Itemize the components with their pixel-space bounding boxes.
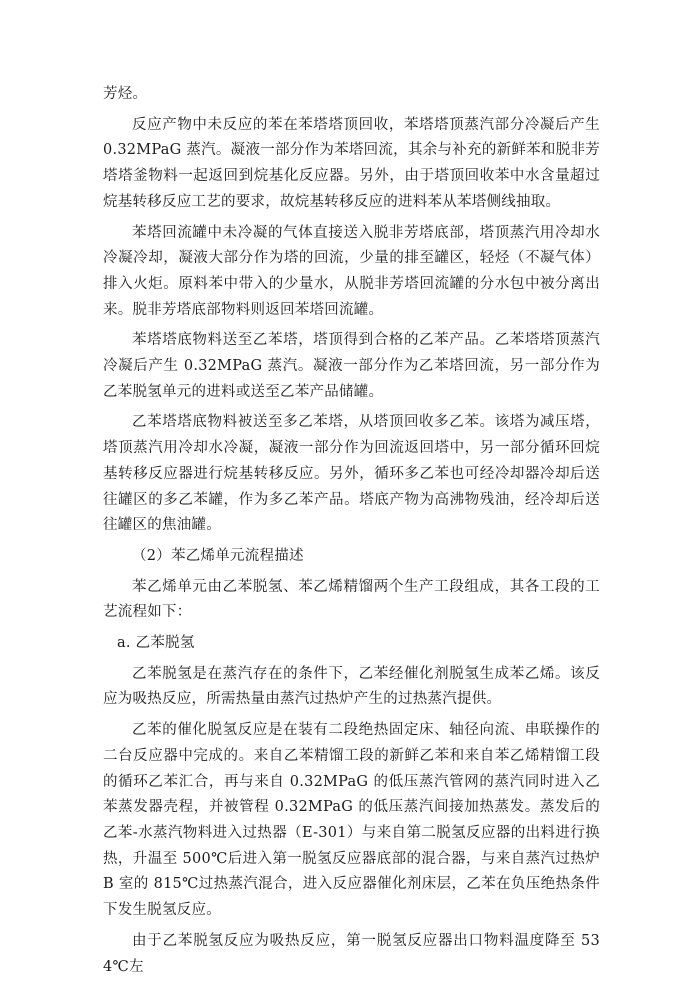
section-heading-styrene-unit: （2）苯乙烯单元流程描述 bbox=[132, 547, 304, 564]
paragraph-continuation: 芳烃。 bbox=[103, 86, 148, 102]
paragraph-reflux-drum: 苯塔回流罐中未冷凝的气体直接送入脱非芳塔底部，塔顶蒸汽用冷却水冷凝冷却，凝液大部分作为塔的回流，少量的排至罐区，轻烃（不凝气体）排入火炬。原料苯中带入的少量水，从脱非芳塔回流罐的分水包中被分离出来。脱非芳塔底部物料则返回苯塔回流罐。 bbox=[103, 224, 600, 318]
paragraph-ethylbenzene-tower: 苯塔塔底物料送至乙苯塔，塔顶得到合格的乙苯产品。乙苯塔塔顶蒸汽冷凝后产生 0.32MPaG 蒸汽。凝液一部分作为乙苯塔回流，另一部分作为乙苯脱氢单元的进料或送至乙苯产品储罐。 bbox=[103, 332, 600, 400]
subheading-dehydrogenation: a. 乙苯脱氢 bbox=[117, 635, 195, 652]
paragraph-polyethylbenzene-tower: 乙苯塔塔底物料被送至多乙苯塔，从塔顶回收多乙苯。该塔为减压塔，塔顶蒸汽用冷却水冷凝，凝液一部分作为回流返回塔中，另一部分循环回烷基转移反应器进行烷基转移反应。另外，循环多乙苯也可经冷却器冷却后送往罐区的多乙苯罐，作为多乙苯产品。塔底产物为高沸物残油，经冷却后送往罐区的焦油罐。 bbox=[103, 414, 600, 534]
paragraph-endothermic-reaction: 由于乙苯脱氢反应为吸热反应，第一脱氢反应器出口物料温度降至 534℃左 bbox=[103, 932, 600, 975]
paragraph-dehydrogenation-process: 乙苯的催化脱氢反应是在装有二段绝热固定床、轴径向流、串联操作的二台反应器中完成的。来自乙苯精馏工段的新鲜乙苯和来自苯乙烯精馏工段的循环乙苯汇合，再与来自 0.32MPaG 的低压蒸汽管网的蒸汽同时进入乙苯蒸发器壳程，并被管程 0.32MPaG 的低压蒸汽间接加热蒸发。蒸发后的乙苯-水蒸汽物料进入过热器（E-301）与来自第二脱氢反应器的出料进行换热，升温至 500℃后进入第一脱氢反应器底部的混合器，与来自蒸汽过热炉 B 室的 815℃过热蒸汽混合，进入反应器催化剂床层，乙苯在负压绝热条件下发生脱氢反应。 bbox=[103, 722, 600, 919]
paragraph-styrene-unit-intro: 苯乙烯单元由乙苯脱氢、苯乙烯精馏两个生产工段组成，其各工段的工艺流程如下： bbox=[103, 578, 600, 621]
paragraph-benzene-tower: 反应产物中未反应的苯在苯塔塔顶回收，苯塔塔顶蒸汽部分冷凝后产生0.32MPaG 蒸汽。凝液一部分作为苯塔回流，其余与补充的新鲜苯和脱非芳塔塔釜物料一起返回到烷基化反应器。另外，由于塔顶回收苯中水含量超过烷基转移反应工艺的要求，故烷基转移反应的进料苯从苯塔侧线抽取。 bbox=[103, 116, 600, 210]
document-body bbox=[103, 82, 600, 980]
paragraph-dehydrogenation-overview: 乙苯脱氢是在蒸汽存在的条件下，乙苯经催化剂脱氢生成苯乙烯。该反应为吸热反应，所需热量由蒸汽过热炉产生的过热蒸汽提供。 bbox=[103, 665, 600, 708]
